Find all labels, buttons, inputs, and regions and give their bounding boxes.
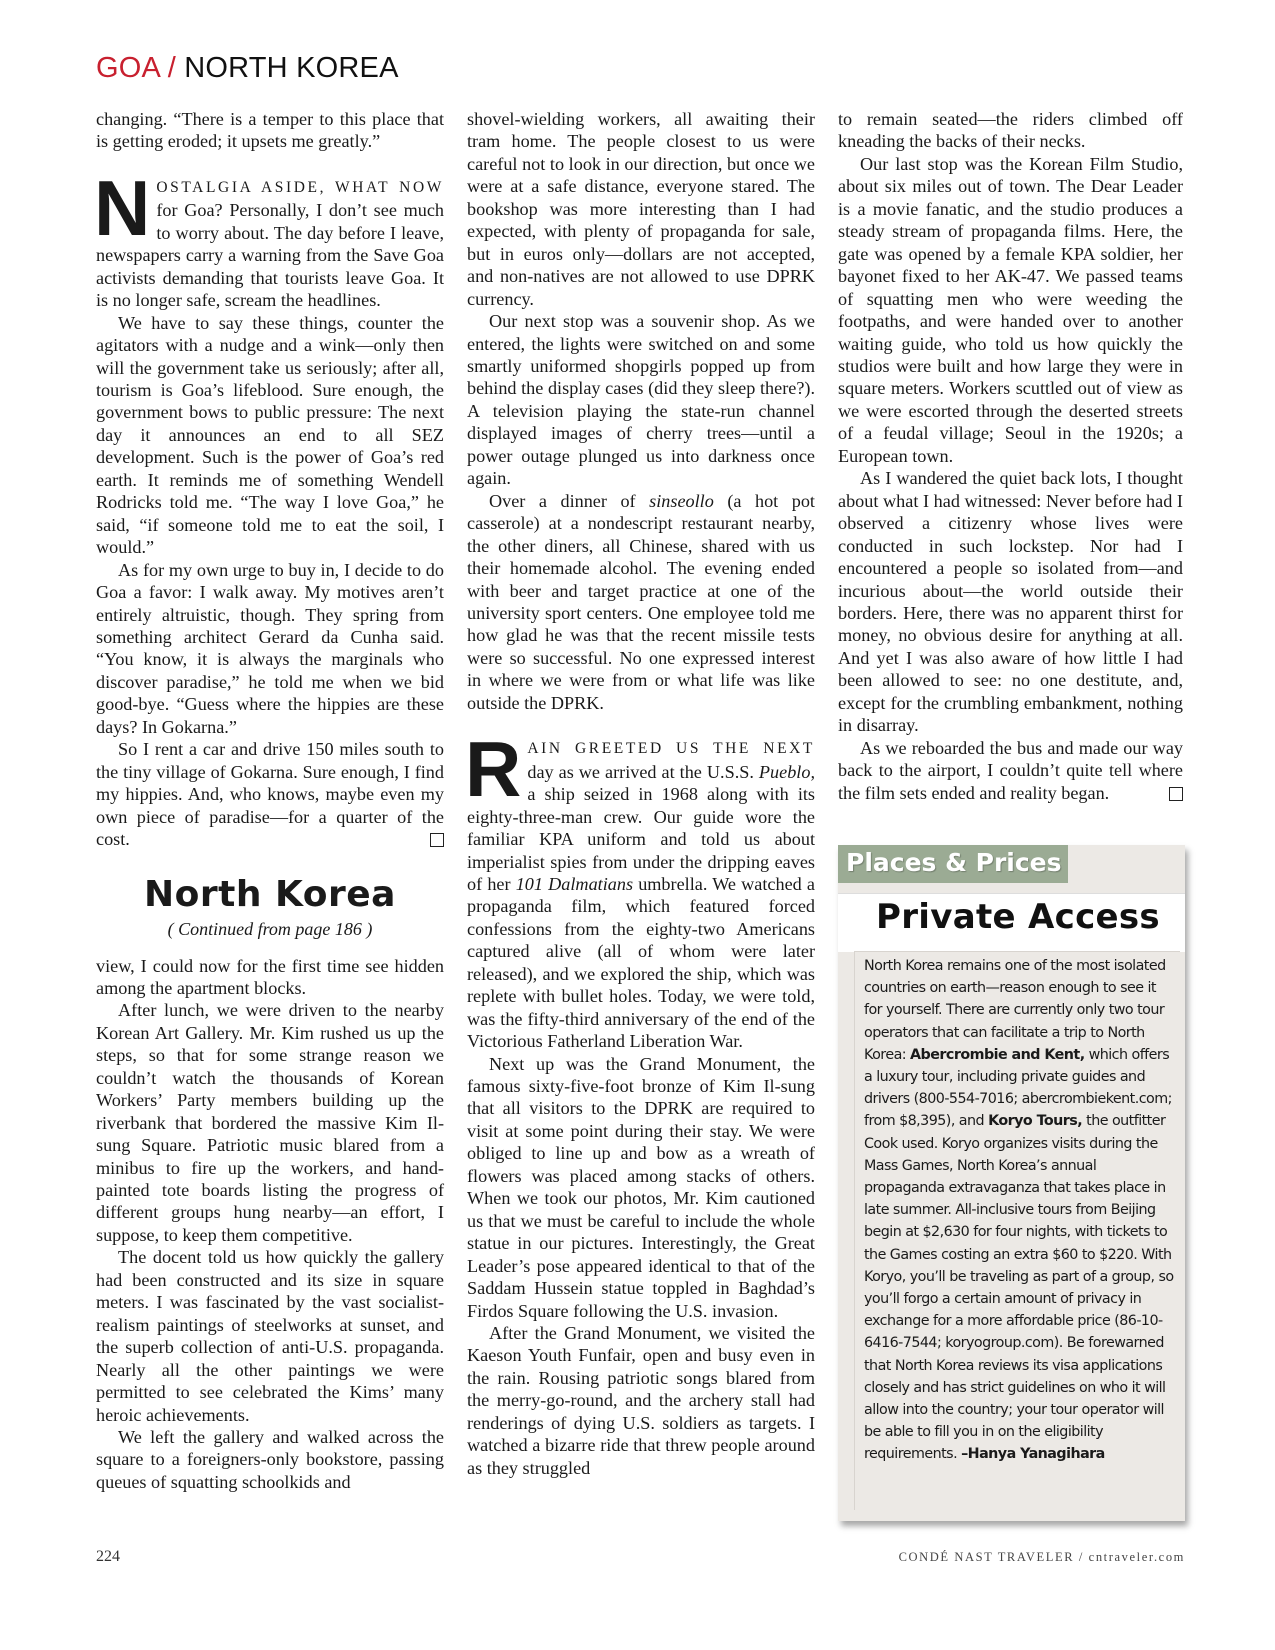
paragraph — [96, 738, 444, 850]
sidebar-text: North Korea remains one of the most isolated countries on earth—reason enough to see it for yourself. There are currently only two tour operators that can facilitate a trip to North Korea: — [864, 958, 1166, 1063]
article-column-1 — [96, 108, 444, 1493]
lead-in-smallcaps: AIN GREETED US THE NEXT — [527, 740, 815, 758]
paragraph-text: umbrella. We watched a propaganda film, which featured forced confessions from the eighty-two Americans captured alive (all of whom were later released), and we explored the ship, which was replete with bullet holes. Today, we were told, was the fifty-third anniversary of the end of the Victorious Fatherland Liberation War. — [467, 873, 815, 1052]
paragraph: to remain seated—the riders climbed off kneading the backs of their necks. — [838, 109, 1183, 152]
sidebar-text: which offers a luxury tour, including private guides and drivers (800-554-7016; abercrombiekent.com; from $8,395), and — [864, 1046, 1172, 1130]
paragraph-text: (a hot pot casserole) at a nondescript restaurant nearby, the other diners, all Chinese, shared with us their homemade alcohol. The evening ended with beer and target practice at one of the university sport centers. One employee told me how glad he was that the recent missile tests were so successful. No one expressed interest in where we were from or what life was like outside the DPRK. — [467, 490, 815, 713]
end-of-story-square-icon — [430, 833, 444, 847]
sidebar-text: the outfitter Cook used. Koryo organizes visits during the Mass Games, North Korea’s annual propaganda extravaganza that takes place in late summer. All-inclusive tours from Beijing begin at $2,630 for four nights, with tickets to the Games costing an extra $60 to $220. With Koryo, you’ll be traveling as part of a group, so you’ll forgo a certain amount of privacy in exchange for a more affordable price (86-10-6416-7544; koryogroup.com). Be forewarned that North Korea reviews its visa applications closely and has strict guidelines on who it will allow into the country; your tour operator will be able to fill you in on the eligibility requirements. — [864, 1113, 1174, 1463]
paragraph-text: So I rent a car and drive 150 miles south to the tiny village of Gokarna. Sure enough, I find my hippies. And, who knows, maybe even my own piece of paradise—for a quarter of the cost. — [96, 739, 444, 850]
paragraph-text: day as we arrived at the U.S.S. — [527, 761, 759, 782]
italic-term: Pueblo, — [758, 761, 815, 782]
magazine-credit: CONDÉ NAST TRAVELER / cntraveler.com — [898, 1550, 1185, 1564]
section-header — [96, 52, 399, 85]
tour-operator-name: Abercrombie and Kent, — [910, 1046, 1085, 1063]
sidebar-byline: –Hanya Yanagihara — [961, 1446, 1105, 1463]
page-number: 224 — [96, 1548, 120, 1565]
drop-cap: N — [94, 163, 151, 252]
paragraph: changing. “There is a temper to this place that is getting eroded; it upsets me greatly.” — [96, 109, 444, 152]
paragraph: As for my own urge to buy in, I decide to do Goa a favor: I walk away. My motives aren’t entirely altruistic, though. They spring from something architect Gerard da Cunha said. “You know, it is always the marginals who discover paradise,” he told me when we bid good-bye. “Guess where the hippies are these days? In Gokarna.” — [96, 559, 444, 737]
drop-cap: R — [465, 725, 522, 814]
lead-in-smallcaps: OSTALGIA ASIDE, WHAT NOW — [156, 178, 444, 196]
paragraph-dropcap — [94, 163, 444, 312]
paragraph: We have to say these things, counter the agitators with a nudge and a wink—only then will the government take us seriously; after all, tourism is Goa’s lifeblood. Sure enough, the government bows to public pressure: The next day it announces an end to all SEZ development. Such is the power of Goa’s red earth. It reminds me of something Wendell Rodricks told me. “The way I love Goa,” he said, “if someone told me to eat the soil, I would.” — [96, 312, 444, 558]
end-of-story-square-icon — [1169, 787, 1183, 801]
paragraph: After the Grand Monument, we visited the Kaeson Youth Funfair, open and busy even in the rain. Rousing patriotic songs blared from the merry-go-round, and the archery stall had renderings of dying U.S. soldiers as targets. I watched a bizarre ride that threw people around as they struggled — [467, 1323, 815, 1478]
paragraph: Our last stop was the Korean Film Studio, about six miles out of town. The Dear Leader is a movie fanatic, and the studio produces a steady stream of propaganda films. Here, the gate was opened by a female KPA soldier, her bayonet fixed to her AK-47. We passed teams of squatting men who were weeding the footpaths, and were handed over to another waiting guide, who told us how quickly the studios were built and how large they were in square meters. Workers scuttled out of view as we were escorted through the deserted streets of a feudal village; Seoul in the 1920s; a European town. — [838, 153, 1183, 466]
paragraph: shovel-wielding workers, all awaiting their tram home. The people closest to us were careful not to look in our direction, but once we were at a safe distance, everyone stared. The bookshop was more interesting than I had expected, with plenty of propaganda for sale, but in euros only—dollars are not accepted, and non-natives are not allowed to use DPRK currency. — [467, 109, 815, 309]
paragraph: After lunch, we were driven to the nearby Korean Art Gallery. Mr. Kim rushed us up the steps, so that for some strange reason we couldn’t watch the thousands of Korean Workers’ Party members building up the riverbank that bordered the massive Kim Il-sung Square. Patriotic music blared from a minibus to fire up the workers, and hand-painted tote boards listing the progress of different groups hung nearby—an effort, I suppose, to keep them competitive. — [96, 1000, 444, 1245]
paragraph-text: Over a dinner of — [489, 490, 650, 511]
section-label-goa: GOA / — [96, 52, 176, 84]
paragraph-text: for Goa? Personally, I don’t see much to worry about. The day before I leave, newspapers carry a warning from the Save Goa activists demanding that tourists leave Goa. It is no longer safe, scream the headlines. — [96, 200, 444, 311]
paragraph-dropcap — [465, 725, 815, 1052]
paragraph — [838, 737, 1183, 804]
paragraph: As I wandered the quiet back lots, I thought about what I had witnessed: Never before had I observed a citizenry whose lives were conducted in such lockstep. Nor had I encountered a people so isolated from—and incurious about—the world outside their borders. Here, there was no apparent thirst for money, no obvious desire for anything at all. And yet I was also aware of how little I had been allowed to see: no one destitute, and, except for the crumbling embankment, nothing in disarray. — [838, 468, 1183, 736]
sidebar-tab — [838, 845, 1068, 883]
continued-from-note: ( Continued from page 186 ) — [167, 918, 373, 939]
sidebar-title: Private Access — [876, 897, 1160, 937]
tour-operator-name: Koryo Tours, — [988, 1113, 1083, 1130]
italic-term: sinseollo — [649, 490, 714, 511]
continued-story-heading — [96, 875, 444, 941]
paragraph-text: a ship seized in 1968 along with its eighty-three-man crew. Our guide wore the familiar KPA uniform and told us about imperialist spies from under the dripping eaves of her — [467, 784, 815, 894]
continued-story-title: North Korea — [144, 873, 396, 915]
paragraph: The docent told us how quickly the gallery had been constructed and its size in square meters. I was fascinated by the vast socialist-realism paintings of steelworks at sunset, and the superb collection of anti-U.S. propaganda. Nearly all the other paintings we were permitted to see celebrated the Kims’ many heroic achievements. — [96, 1247, 444, 1425]
places-and-prices-sidebar — [838, 845, 1185, 1521]
italic-term: 101 Dalmatians — [515, 873, 634, 894]
paragraph: Next up was the Grand Monument, the famous sixty-five-foot bronze of Kim Il-sung that all visitors to the DPRK are required to visit at some point during their stay. We were obliged to line up and bow as a wreath of flowers was placed among stacks of others. When we took our photos, Mr. Kim cautioned us that we must be careful to include the whole statue in our pictures. Interestingly, the Great Leader’s pose appeared identical to that of the Saddam Hussein statue toppled in Baghdad’s Firdos Square following the U.S. invasion. — [467, 1053, 815, 1321]
sidebar-body — [864, 955, 1174, 1466]
sidebar-tab-label: Places & Prices — [846, 848, 1062, 877]
paragraph: Our next stop was a souvenir shop. As we entered, the lights were switched on and some smartly uniformed shopgirls popped up from behind the display cases (did they sleep there?). A television playing the state-run channel displayed images of cherry trees—until a power outage plunged us into darkness once again. — [467, 311, 815, 489]
article-column-3 — [838, 108, 1183, 804]
paragraph: We left the gallery and walked across the square to a foreigners-only bookstore, passing queues of squatting schoolkids and — [96, 1427, 444, 1492]
section-label-north-korea: NORTH KOREA — [184, 52, 399, 84]
paragraph — [467, 490, 815, 715]
paragraph: view, I could now for the first time see hidden among the apartment blocks. — [96, 955, 444, 998]
article-column-2 — [467, 108, 815, 1479]
paragraph-text: As we reboarded the bus and made our way back to the airport, I couldn’t quite tell where the film sets ended and reality began. — [838, 737, 1183, 803]
